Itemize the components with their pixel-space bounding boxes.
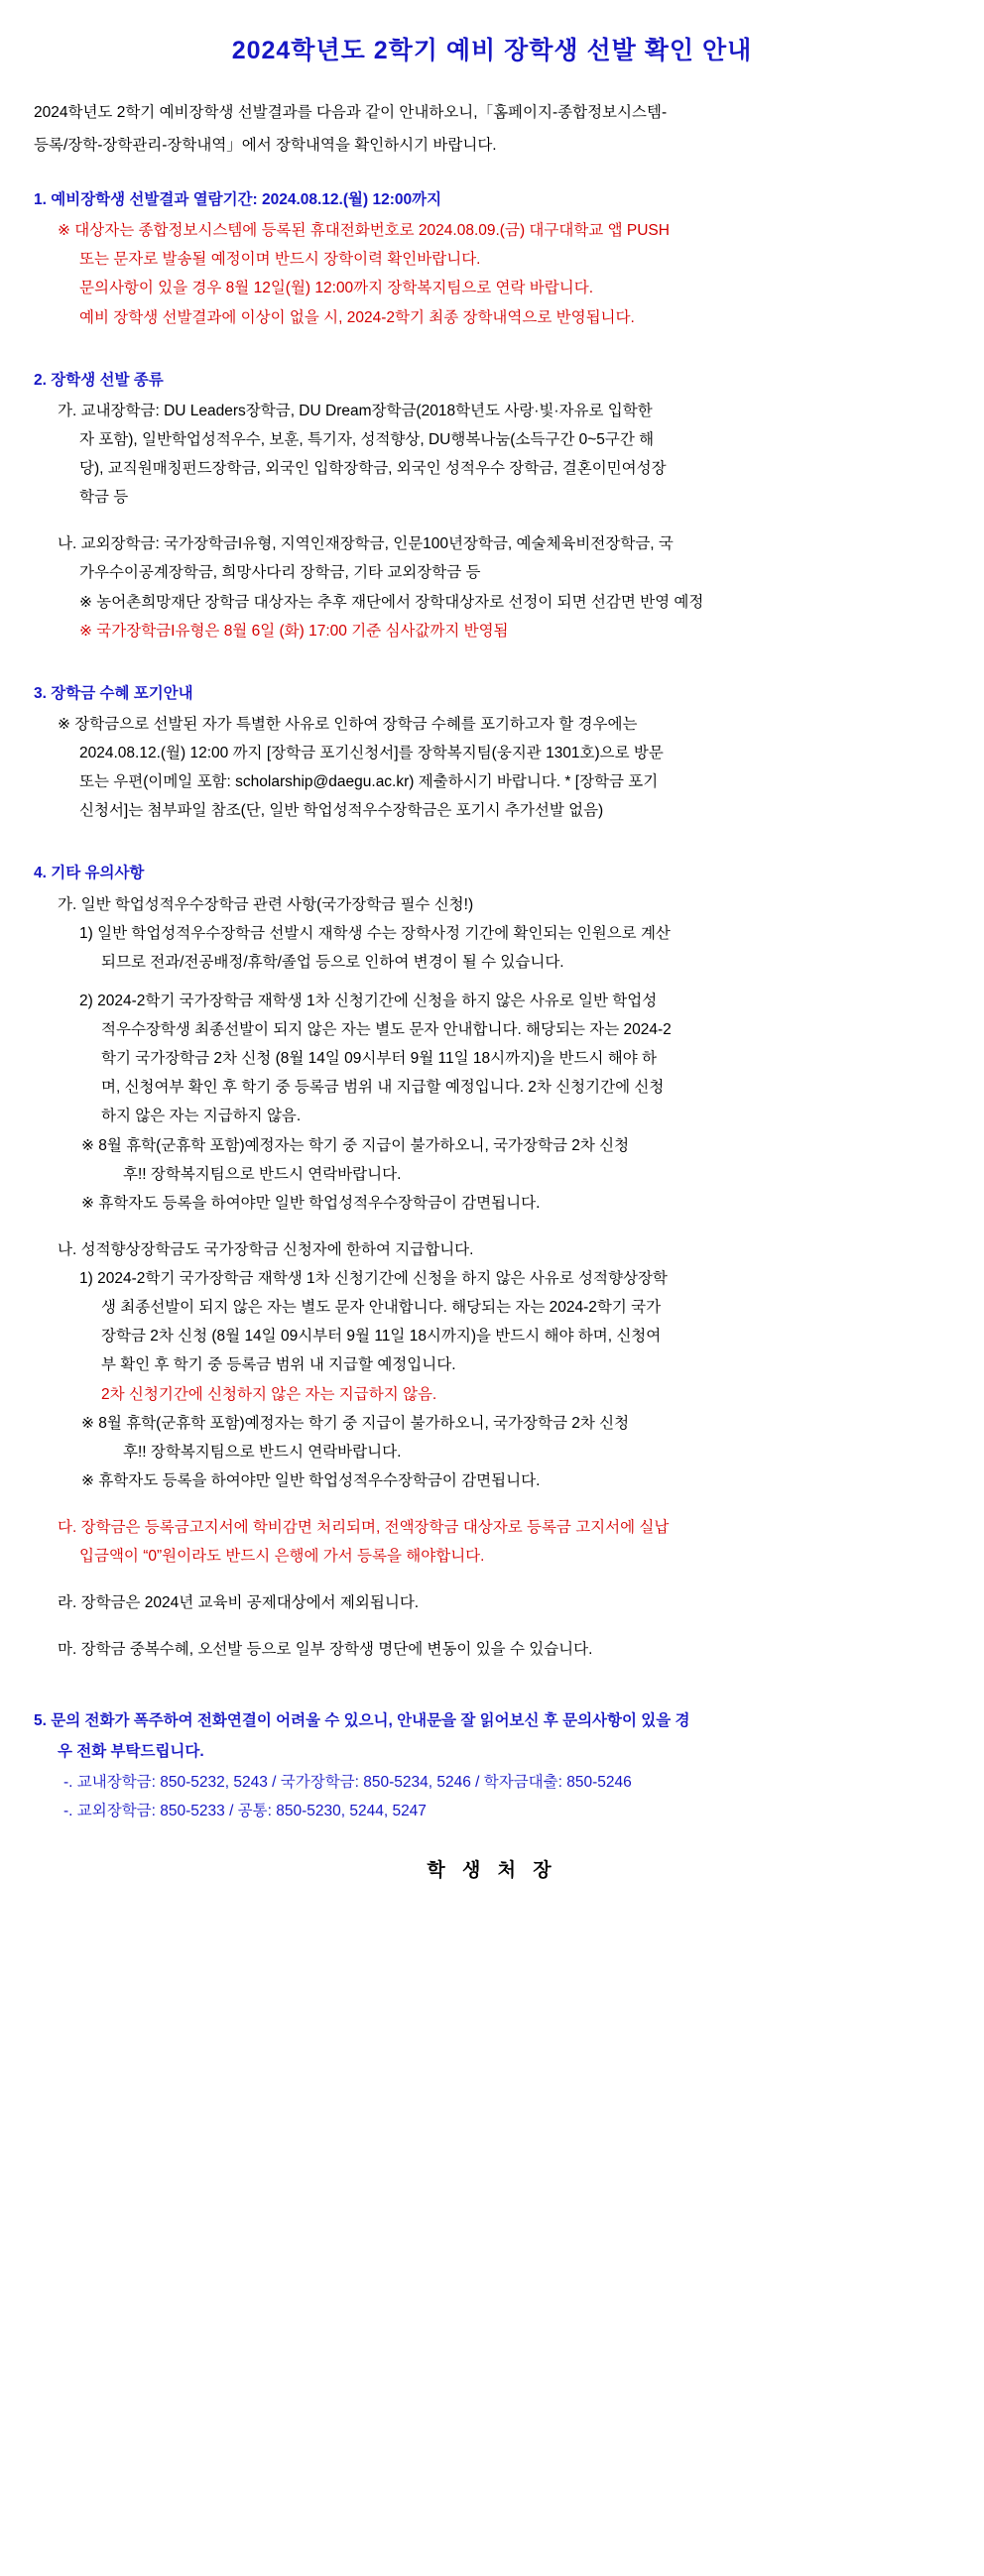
section-1-heading xyxy=(34,186,950,213)
section-4-ga-label: 가. xyxy=(58,895,77,913)
section-4-ga-2-label: 2) xyxy=(79,992,93,1009)
section-4-da-line-1 xyxy=(34,1514,950,1541)
section-4-ga-2-text-1: 2024-2학기 국가장학금 재학생 1차 신청기간에 신청을 하지 않은 사유로 일반 학업성 xyxy=(97,992,658,1009)
section-4-ma-text: 장학금 중복수혜, 오선발 등으로 일부 장학생 명단에 변동이 있을 수 있습니다. xyxy=(80,1641,593,1659)
section-2-item-na-text-1: 교외장학금: 국가장학금I유형, 지역인재장학금, 인문100년장학금, 예술체육비전장학금, 국 xyxy=(80,535,674,553)
section-1-line-1: ※ 대상자는 종합정보시스템에 등록된 휴대전화번호로 2024.08.09.(금) 대구대학교 앱 PUSH xyxy=(58,222,670,240)
section-4-ra-line xyxy=(34,1589,950,1616)
section-4-na-1-red-note: 2차 신청기간에 신청하지 않은 자는 지급하지 않음. xyxy=(101,1385,437,1403)
section-4-ga-2-line-2: 적우수장학생 최종선발이 되지 않은 자는 별도 문자 안내합니다. 해당되는 자는 2024-2 xyxy=(101,1021,672,1038)
section-2-item-na-label: 나. xyxy=(58,535,77,553)
section-4-na-1-text-1: 2024-2학기 국가장학금 재학생 1차 신청기간에 신청을 하지 않은 사유로 성적향상장학 xyxy=(97,1270,668,1287)
section-4-ga-2-line-4: 며, 신청여부 확인 후 학기 중 등록금 범위 내 지급할 예정입니다. 2차 신청기간에 신청 xyxy=(101,1079,665,1097)
section-4-na-title-row xyxy=(34,1236,950,1263)
section-3-line-3: 또는 우편(이메일 포함: scholarship@daegu.ac.kr) 제출하시기 바랍니다. * [장학금 포기 xyxy=(79,773,659,791)
page-title: 2024학년도 2학기 예비 장학생 선발 확인 안내 xyxy=(231,37,753,64)
section-4-heading xyxy=(34,860,950,886)
section-4-ga-2-line-5: 하지 않은 자는 지급하지 않음. xyxy=(101,1108,302,1125)
section-4-ma-line xyxy=(34,1636,950,1663)
section-4-ra-text: 장학금은 2024년 교육비 공제대상에서 제외됩니다. xyxy=(80,1594,420,1612)
section-4-ga-1-line-1 xyxy=(34,920,950,947)
section-4-ga-2-line-3: 학기 국가장학금 2차 신청 (8월 14일 09시부터 9월 11일 18시까지)을 반드시 해야 하 xyxy=(101,1050,657,1068)
section-4-ga-title-row xyxy=(34,891,950,918)
section-2-item-ga-line-4: 학금 등 xyxy=(79,489,129,507)
section-1 xyxy=(34,186,950,331)
section-1-line-4: 예비 장학생 선발결과에 이상이 없을 시, 2024-2학기 최종 장학내역으로 반영됩니다. xyxy=(79,308,635,326)
section-1-title: 예비장학생 선발결과 열람기간: 2024.08.12.(월) 12:00까지 xyxy=(51,191,442,208)
section-4-na-1-line-4: 부 확인 후 학기 중 등록금 범위 내 지급할 예정입니다. xyxy=(101,1356,456,1374)
section-2-number: 2. xyxy=(34,371,47,389)
section-4-na-note-1: ※ 8월 휴학(군휴학 포함)예정자는 학기 중 지급이 불가하오니, 국가장학금 2차 신청 xyxy=(81,1414,630,1432)
section-4-na-1-label: 1) xyxy=(79,1270,93,1287)
signature: 학 생 처 장 xyxy=(427,1860,557,1881)
section-5-heading-line-1 xyxy=(34,1707,950,1734)
section-2-item-ga-text-1: 교내장학금: DU Leaders장학금, DU Dream장학금(2018학년도 사랑·빛·자유로 입학한 xyxy=(80,402,653,419)
section-3-line-1: ※ 장학금으로 선발된 자가 특별한 사유로 인하여 장학금 수혜를 포기하고자 할 경우에는 xyxy=(58,715,638,733)
section-4-ga-1-label: 1) xyxy=(79,924,93,942)
section-2 xyxy=(34,367,950,644)
section-4-title: 기타 유의사항 xyxy=(51,865,145,882)
section-5-title-1: 문의 전화가 폭주하여 전화연결이 어려울 수 있으니, 안내문을 잘 읽어보신 후 문의사항이 있을 경 xyxy=(51,1711,690,1729)
section-4-na-title: 성적향상장학금도 국가장학금 신청자에 한하여 지급합니다. xyxy=(80,1240,474,1258)
section-4-ga-1-text-1: 일반 학업성적우수장학금 선발시 재학생 수는 장학사정 기간에 확인되는 인원으로 계산 xyxy=(97,924,671,942)
section-1-line-2: 또는 문자로 발송될 예정이며 반드시 장학이력 확인바랍니다. xyxy=(79,251,481,269)
section-4-ra-label: 라. xyxy=(58,1594,77,1612)
section-2-item-na-line-2: 가우수이공계장학금, 희망사다리 장학금, 기타 교외장학금 등 xyxy=(79,564,481,582)
section-3-line-4: 신청서]는 첨부파일 참조(단, 일반 학업성적우수장학금은 포기시 추가선발 없음) xyxy=(79,802,604,820)
intro-paragraph xyxy=(34,99,950,159)
section-4-na-1-line-3: 장학금 2차 신청 (8월 14일 09시부터 9월 11일 18시까지)을 반드시 해야 하며, 신청여 xyxy=(101,1328,662,1346)
section-5 xyxy=(34,1707,950,1825)
section-3-heading xyxy=(34,680,950,707)
section-4-da-text-1: 장학금은 등록금고지서에 학비감면 처리되며, 전액장학금 대상자로 등록금 고지서에 실납 xyxy=(80,1519,670,1536)
section-5-contact-2: -. 교외장학금: 850-5233 / 공통: 850-5230, 5244, 5247 xyxy=(63,1802,427,1819)
section-5-number: 5. xyxy=(34,1711,47,1729)
section-2-item-ga-label: 가. xyxy=(58,402,77,419)
section-2-note-2: ※ 국가장학금I유형은 8월 6일 (화) 17:00 기준 심사값까지 반영됨 xyxy=(79,622,509,640)
section-4-da-label: 다. xyxy=(58,1519,77,1536)
section-4-ga-note-2: 후!! 장학복지팀으로 반드시 연락바랍니다. xyxy=(123,1165,402,1183)
intro-line-2: 등록/장학-장학관리-장학내역」에서 장학내역을 확인하시기 바랍니다. xyxy=(34,136,497,154)
section-1-line-3: 문의사항이 있을 경우 8월 12일(월) 12:00까지 장학복지팀으로 연락 바랍니다. xyxy=(79,280,594,297)
section-3-number: 3. xyxy=(34,684,47,702)
section-5-heading-line-2: 우 전화 부탁드립니다. xyxy=(58,1742,204,1760)
section-4-ga-note-3: ※ 휴학자도 등록을 하여야만 일반 학업성적우수장학금이 감면됩니다. xyxy=(81,1194,541,1212)
section-5-contact-1: -. 교내장학금: 850-5232, 5243 / 국가장학금: 850-5234, 5246 / 학자금대출: 850-5246 xyxy=(63,1773,632,1791)
section-4-ga-note-1: ※ 8월 휴학(군휴학 포함)예정자는 학기 중 지급이 불가하오니, 국가장학금 2차 신청 xyxy=(81,1136,630,1154)
section-2-heading xyxy=(34,367,950,394)
section-4-na-label: 나. xyxy=(58,1240,77,1258)
section-2-item-ga-line-3: 당), 교직원매칭펀드장학금, 외국인 입학장학금, 외국인 성적우수 장학금, 결혼이민여성장 xyxy=(79,460,667,477)
section-4-da-line-2: 입금액이 “0”원이라도 반드시 은행에 가서 등록을 해야합니다. xyxy=(79,1548,485,1566)
section-3-line-2: 2024.08.12.(월) 12:00 까지 [장학금 포기신청서]를 장학복지팀(웅지관 1301호)으로 방문 xyxy=(79,745,664,761)
intro-line-1: 2024학년도 2학기 예비장학생 선발결과를 다음과 같이 안내하오니,「홈페이지-종합정보시스템- xyxy=(34,103,668,121)
section-4-na-1-line-1 xyxy=(34,1265,950,1292)
section-4 xyxy=(34,860,950,1663)
section-4-ga-1-line-2: 되므로 전과/전공배정/휴학/졸업 등으로 인하여 변경이 될 수 있습니다. xyxy=(101,953,564,971)
section-3-title: 장학금 수혜 포기안내 xyxy=(51,684,193,702)
section-2-note-1: ※ 농어촌희망재단 장학금 대상자는 추후 재단에서 장학대상자로 선정이 되면 선감면 반영 예정 xyxy=(79,593,704,611)
section-3 xyxy=(34,680,950,825)
section-4-na-note-3: ※ 휴학자도 등록을 하여야만 일반 학업성적우수장학금이 감면됩니다. xyxy=(81,1471,541,1489)
section-4-ma-label: 마. xyxy=(58,1641,77,1659)
section-4-number: 4. xyxy=(34,865,47,882)
section-4-ga-title: 일반 학업성적우수장학금 관련 사항(국가장학금 필수 신청!) xyxy=(80,895,474,913)
section-2-item-ga-line-1 xyxy=(34,398,950,424)
section-4-na-note-2: 후!! 장학복지팀으로 반드시 연락바랍니다. xyxy=(123,1443,402,1461)
section-2-title: 장학생 선발 종류 xyxy=(51,371,164,389)
section-4-na-1-line-2: 생 최종선발이 되지 않은 자는 별도 문자 안내합니다. 해당되는 자는 2024-2학기 국가 xyxy=(101,1299,662,1317)
section-4-ga-2-line-1 xyxy=(34,988,950,1014)
section-2-item-na-line-1 xyxy=(34,530,950,557)
section-1-number: 1. xyxy=(34,191,47,208)
section-2-item-ga-line-2: 자 포함), 일반학업성적우수, 보훈, 특기자, 성적향상, DU행복나눔(소득구간 0~5구간 해 xyxy=(79,430,655,448)
